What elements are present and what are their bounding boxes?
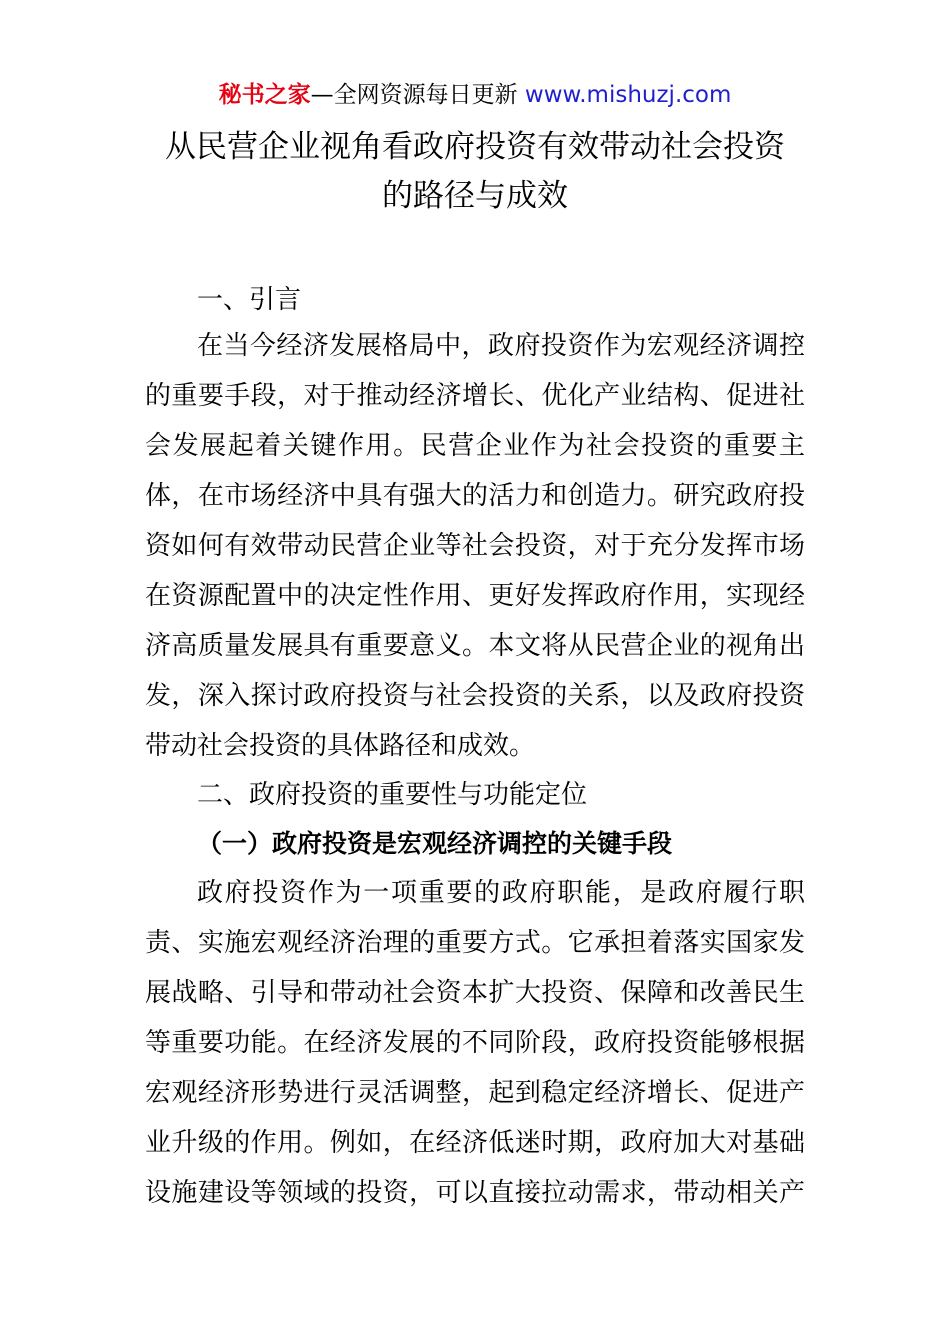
site-tagline: —全网资源每日更新 [310,82,525,108]
subsection-heading: （一）政府投资是宏观经济调控的关键手段 [197,829,673,858]
paragraph-line: 体，在市场经济中具有强大的活力和创造力。研究政府投 [145,481,805,511]
paragraph-line: 在资源配置中的决定性作用、更好发挥政府作用，实现经 [145,581,805,611]
document-title-line-1: 从民营企业视角看政府投资有效带动社会投资 [165,129,785,165]
paragraph-line: 责、实施宏观经济治理的重要方式。它承担着落实国家发 [145,928,805,958]
paragraph-line: 展战略、引导和带动社会资本扩大投资、保障和改善民生 [145,978,805,1008]
section-heading-introduction: 一、引言 [197,285,302,315]
paragraph-line: 等重要功能。在经济发展的不同阶段，政府投资能够根据 [145,1028,805,1058]
paragraph-line: 的重要手段，对于推动经济增长、优化产业结构、促进社 [145,381,805,411]
paragraph-line: 资如何有效带动民营企业等社会投资，对于充分发挥市场 [145,531,805,561]
paragraph-line: 设施建设等领域的投资，可以直接拉动需求，带动相关产 [145,1178,805,1208]
paragraph-line: 带动社会投资的具体路径和成效。 [145,731,536,761]
site-url-link[interactable]: www.mishuzj.com [524,82,732,108]
paragraph-line: 政府投资作为一项重要的政府职能，是政府履行职 [197,878,805,908]
paragraph-line: 宏观经济形势进行灵活调整，起到稳定经济增长、促进产 [145,1078,805,1108]
document-title-line-2: 的路径与成效 [382,178,568,214]
site-header [0,78,950,112]
paragraph-line: 发，深入探讨政府投资与社会投资的关系，以及政府投资 [145,681,805,711]
paragraph-line: 在当今经济发展格局中，政府投资作为宏观经济调控 [197,331,805,361]
section-heading-government-investment: 二、政府投资的重要性与功能定位 [197,780,588,810]
site-brand: 秘书之家 [218,82,311,108]
paragraph-line: 济高质量发展具有重要意义。本文将从民营企业的视角出 [145,631,805,661]
paragraph-line: 业升级的作用。例如，在经济低迷时期，政府加大对基础 [145,1128,805,1158]
paragraph-line: 会发展起着关键作用。民营企业作为社会投资的重要主 [145,431,805,461]
